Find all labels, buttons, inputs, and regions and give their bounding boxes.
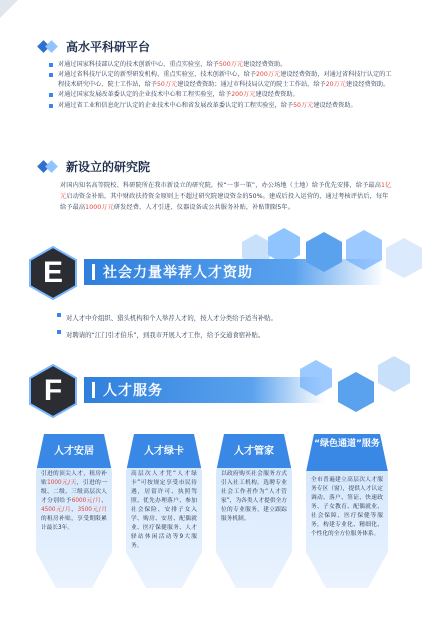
section-f-title: 人才服务	[103, 383, 163, 399]
section-title-new-institute: 新设立的研究院	[66, 160, 151, 174]
card-title: 人才管家	[234, 446, 274, 457]
list-item: 对通过国家发展改革委认定的企业技术中心和工程实验室，给予200万元建设经费资助。	[58, 90, 394, 99]
card-title: 人才绿卡	[144, 446, 184, 457]
section-e-banner	[84, 259, 384, 285]
section-e-badge: E	[26, 246, 80, 300]
card-title: 人才安居	[54, 446, 94, 457]
list-item: 对聘请的“江门引才伯乐”，到我市开展人才工作，给予交通食宿补贴。	[66, 327, 386, 343]
card-green-channel	[304, 432, 390, 590]
card-body: 引进的顶尖人才，租房补贴1000元/天，引进的一级、二级、三级高层次人才分别给予6000元/月、4500元/月、3500元/月的租房补贴，享受期限累计最长3年。	[41, 471, 108, 531]
section-heading-new-institute	[38, 158, 150, 175]
card-talent-green-card	[124, 432, 204, 590]
diamond-bullet-icon	[38, 161, 60, 173]
new-institute-paragraph: 对国内知名高等院校、科研院所在我市新设立的研究院，按“一事一策”，办公场地（土地）给予优先安排，给予最高1亿元启动资金补贴，其中财政扶持资金原则上不超过研究院建设资金的50%。建成后投入运营的，通过考核评估后，每年给予最高1000万元研发经费、人才引进、仪器设备或公共服务补贴，补贴期限5年。	[60, 182, 392, 211]
card-talent-steward	[214, 432, 294, 590]
card-body: 以政府购买社会服务方式引入社工机构，选聘专业社会工作者作为“人才管家”，为各类人才提供全方位的专业服务，建立跟踪服务机制。	[221, 471, 287, 522]
card-body: 高层次人才凭“人才绿卡”可按规定享受市民待遇，居留许可、执照驾照、优先办理落户、参加社会保险、安排子女入学、购房、安居、配偶就业、医疗保健服务、人才驿站休闲活动等9大服务。	[131, 471, 197, 549]
list-item: 对通过省工业和信息化厅认定的企业技术中心和省发展改革委认定的工程实验室，给予50万元建设经费资助。	[58, 101, 394, 110]
section-f-badge: F	[26, 364, 80, 418]
section-e-title: 社会力量举荐人才资助	[103, 265, 253, 281]
section-e-bullet-list	[66, 310, 386, 344]
card-body: 全市普遍建立高层次人才服务专区（窗），提供人才认定调动、落户、签证、快速政务、子女教育、配偶就业、社会保障、医疗保健等服务，构建专业化、精细化、个性化的全方位服务体系。	[311, 477, 383, 537]
high-level-bullet-list	[58, 60, 394, 111]
section-title-high-level: 高水平科研平台	[66, 40, 151, 54]
list-item: 对通过国家科技部认定的技术创新中心、重点实验室，给予500万元建设经费资助。	[58, 60, 394, 69]
list-item: 对通过省科技厅认定的新型研发机构、重点实验室、技术创新中心，给予200万元建设经费资助，对通过省科技厅认定的工程技术研究中心、院士工作站，给予50万元建设经费资助；通过市科技局认定的院士工作站，给予20万元建设经费资助。	[58, 70, 394, 89]
diamond-bullet-icon	[38, 41, 60, 53]
section-f-banner	[84, 377, 324, 403]
list-item: 对人才中介组织、猎头机构和个人举荐人才的，按人才分类给予适当补贴。	[66, 310, 386, 326]
card-title: “绿色通道”服务	[314, 439, 380, 449]
card-talent-housing	[34, 432, 114, 590]
section-heading-high-level	[38, 38, 150, 55]
page-corner-decoration	[0, 0, 18, 18]
